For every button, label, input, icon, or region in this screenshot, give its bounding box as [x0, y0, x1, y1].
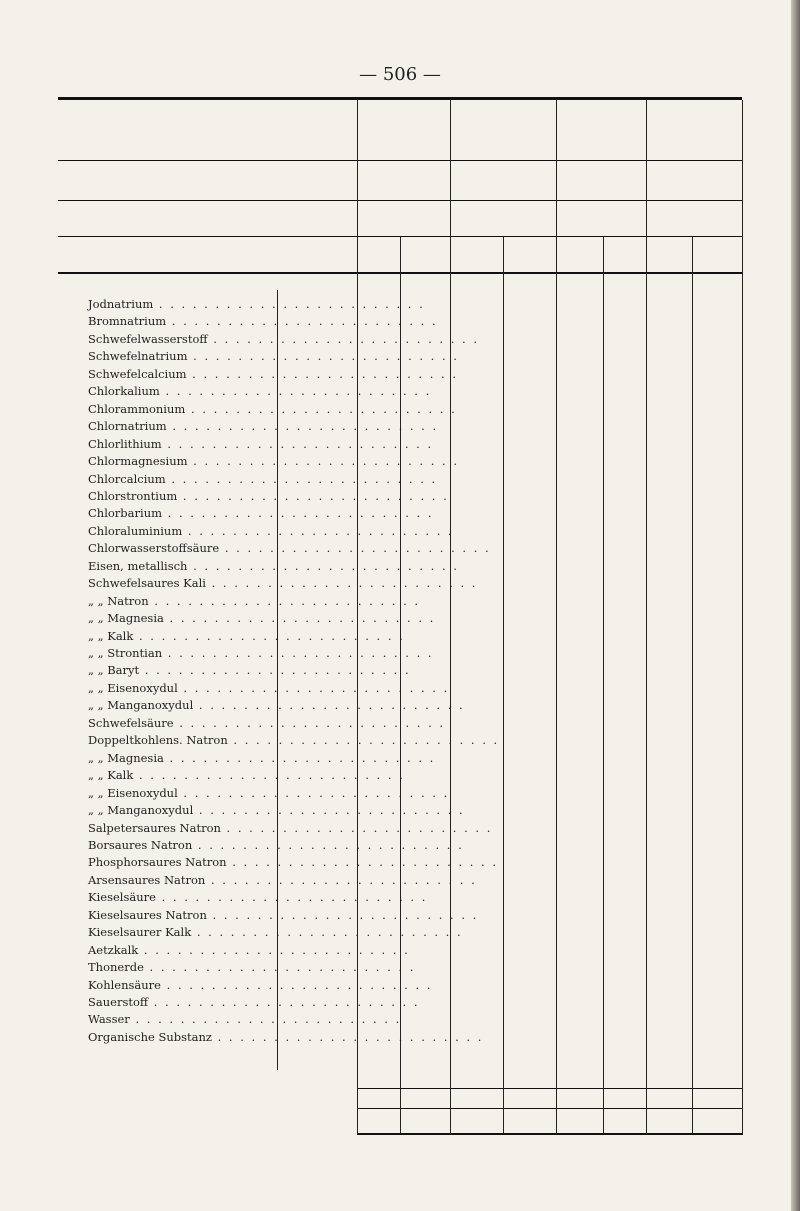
substance-name: Kieselsäure	[88, 890, 156, 905]
column-divider	[692, 237, 693, 1133]
substance-name: „ „ Baryt	[88, 663, 140, 678]
row-substance	[88, 803, 465, 818]
row-substance	[88, 663, 411, 678]
row-substance	[88, 907, 479, 922]
leader-dots: . . . . . . . . . . . . . . . . . . . . . . . .	[166, 419, 439, 434]
row-substance	[88, 925, 463, 940]
substance-name: Schwefelsäure	[88, 715, 174, 730]
row-substance	[88, 1012, 402, 1027]
substance-name: Aetzkalk	[88, 942, 139, 957]
leader-dots: . . . . . . . . . . . . . . . . . . . . . . . .	[138, 942, 410, 957]
row-substance	[88, 471, 438, 486]
substance-name: „ „ Manganoxydul	[88, 698, 194, 713]
column-divider	[556, 100, 557, 1135]
row-substance	[88, 628, 405, 643]
row-substance	[88, 366, 458, 381]
substance-name: Salpetersaures Natron	[88, 820, 221, 835]
leader-dots: . . . . . . . . . . . . . . . . . . . . . . . .	[226, 855, 499, 870]
substance-name: Chlorbarium	[88, 506, 163, 521]
rule-quelle	[58, 160, 742, 161]
leader-dots: . . . . . . . . . . . . . . . . . . . . . . . .	[133, 628, 405, 643]
substance-name: Doppeltkohlens. Natron	[88, 733, 228, 748]
leader-dots: . . . . . . . . . . . . . . . . . . . . . . . .	[193, 698, 465, 713]
leader-dots: . . . . . . . . . . . . . . . . . . . . . . . .	[187, 454, 459, 469]
rule-bottom	[357, 1133, 742, 1135]
substance-name: „ „ Kalk	[88, 768, 134, 783]
rule-sum-bottom	[357, 1108, 742, 1109]
row-substance	[88, 820, 493, 835]
substance-name: „ „ Natron	[88, 593, 149, 608]
row-substance	[88, 611, 436, 626]
row-substance	[88, 995, 420, 1009]
row-substance	[88, 855, 499, 870]
substance-name: „ „ Magnesia	[88, 750, 164, 765]
substance-name: „ „ Manganoxydul	[88, 803, 194, 818]
row-substance	[88, 593, 421, 608]
leader-dots: . . . . . . . . . . . . . . . . . . . . . . . .	[161, 436, 434, 451]
row-substance	[88, 960, 416, 975]
leader-dots: . . . . . . . . . . . . . . . . . . . . . . . .	[187, 349, 459, 364]
column-divider	[742, 100, 743, 1135]
leader-dots: . . . . . . . . . . . . . . . . . . . . . . . .	[143, 960, 416, 975]
substance-name: „ „ Strontian	[88, 646, 163, 660]
substance-name: Organische Substanz	[88, 1029, 212, 1044]
column-divider	[646, 100, 647, 1135]
row-substance	[88, 942, 410, 957]
substance-name: Chlorcalcium	[88, 471, 166, 486]
leader-dots: . . . . . . . . . . . . . . . . . . . . . . . .	[163, 611, 436, 626]
leader-dots: . . . . . . . . . . . . . . . . . . . . . . . .	[148, 995, 420, 1009]
substance-name: Chlorstrontium	[88, 488, 178, 503]
substance-name: Sauerstoff	[88, 995, 149, 1009]
row-substance	[88, 349, 459, 364]
substance-name: Chlormagnesium	[88, 454, 188, 469]
row-substance	[88, 314, 438, 329]
row-substance	[88, 785, 450, 800]
column-divider	[450, 100, 451, 1135]
substance-name: „ „ Eisenoxydul	[88, 680, 178, 695]
leader-dots: . . . . . . . . . . . . . . . . . . . . . . . .	[177, 488, 449, 503]
substance-name: Chlorammonium	[88, 401, 186, 416]
substance-name: Eisen, metallisch	[88, 558, 188, 573]
row-substance	[88, 576, 478, 591]
column-divider	[503, 237, 504, 1133]
row-substance	[88, 837, 464, 852]
leader-dots: . . . . . . . . . . . . . . . . . . . . . . . .	[162, 646, 434, 660]
substance-name: Kieselsaures Natron	[88, 907, 207, 922]
leader-dots: . . . . . . . . . . . . . . . . . . . . . . . .	[206, 907, 479, 922]
leader-dots: . . . . . . . . . . . . . . . . . . . . . . . .	[159, 384, 432, 399]
substance-name: Thonerde	[88, 960, 144, 975]
leader-dots: . . . . . . . . . . . . . . . . . . . . . . . .	[129, 1012, 402, 1027]
substance-name: Chlornatrium	[88, 419, 167, 434]
leader-dots: . . . . . . . . . . . . . . . . . . . . . . . .	[177, 785, 450, 800]
row-substance	[88, 646, 434, 660]
substance-name: Schwefelsaures Kali	[88, 576, 206, 591]
substance-name: Chlorwasserstoffsäure	[88, 541, 220, 556]
column-divider	[603, 237, 604, 1133]
substance-name: Wasser	[88, 1012, 130, 1027]
substance-name: „ „ Eisenoxydul	[88, 785, 178, 800]
substance-name: Kieselsaurer Kalk	[88, 925, 192, 940]
row-substance	[88, 872, 477, 887]
leader-dots: . . . . . . . . . . . . . . . . . . . . . . . .	[191, 925, 463, 940]
leader-dots: . . . . . . . . . . . . . . . . . . . . . . . .	[220, 820, 493, 835]
top-rule	[58, 97, 742, 100]
row-substance	[88, 890, 428, 905]
leader-dots: . . . . . . . . . . . . . . . . . . . . . . . .	[187, 558, 459, 573]
row-substance	[88, 750, 436, 765]
row-substance	[88, 297, 425, 311]
row-substance	[88, 454, 459, 469]
leader-dots: . . . . . . . . . . . . . . . . . . . . . . . .	[227, 733, 500, 748]
leader-dots: . . . . . . . . . . . . . . . . . . . . . . . .	[211, 1029, 484, 1044]
leader-dots: . . . . . . . . . . . . . . . . . . . . . . . .	[186, 366, 458, 381]
row-substance	[88, 733, 500, 748]
rule-analytiker	[58, 200, 742, 201]
leader-dots: . . . . . . . . . . . . . . . . . . . . . . . .	[182, 523, 454, 538]
leader-dots: . . . . . . . . . . . . . . . . . . . . . . . .	[153, 297, 425, 311]
leader-dots: . . . . . . . . . . . . . . . . . . . . . . . .	[205, 872, 477, 887]
leader-dots: . . . . . . . . . . . . . . . . . . . . . . . .	[185, 401, 457, 416]
leader-dots: . . . . . . . . . . . . . . . . . . . . . . . .	[163, 750, 436, 765]
row-substance	[88, 1029, 484, 1044]
leader-dots: . . . . . . . . . . . . . . . . . . . . . . . .	[165, 471, 438, 486]
leader-dots: . . . . . . . . . . . . . . . . . . . . . . . .	[133, 768, 405, 783]
row-substance	[88, 331, 480, 346]
page-edge	[791, 0, 800, 1211]
substance-name: Arsensaures Natron	[88, 872, 206, 887]
leader-dots: . . . . . . . . . . . . . . . . . . . . . . . .	[205, 576, 478, 591]
leader-dots: . . . . . . . . . . . . . . . . . . . . . . . .	[173, 715, 446, 730]
row-substance	[88, 384, 432, 399]
substance-name: Jodnatrium	[88, 297, 154, 311]
row-substance	[88, 523, 454, 538]
substance-name: „ „ Kalk	[88, 628, 134, 643]
row-substance	[88, 488, 449, 503]
substance-name: „ „ Magnesia	[88, 611, 164, 626]
substance-name: Borsaures Natron	[88, 837, 193, 852]
leader-dots: . . . . . . . . . . . . . . . . . . . . . . . .	[155, 890, 428, 905]
substance-name: Phosphorsaures Natron	[88, 855, 227, 870]
leader-dots: . . . . . . . . . . . . . . . . . . . . . . . .	[177, 680, 450, 695]
leader-dots: . . . . . . . . . . . . . . . . . . . . . . . .	[207, 331, 480, 346]
row-substance	[88, 506, 434, 521]
row-substance	[88, 680, 450, 695]
page-number: — 506 —	[359, 64, 441, 85]
leader-dots: . . . . . . . . . . . . . . . . . . . . . . . .	[192, 837, 464, 852]
substance-name: Schwefelwasserstoff	[88, 331, 208, 346]
row-substance	[88, 436, 434, 451]
row-substance	[88, 401, 457, 416]
leader-dots: . . . . . . . . . . . . . . . . . . . . . . . .	[139, 663, 411, 678]
row-substance	[88, 541, 491, 556]
row-substance	[88, 715, 446, 730]
leader-dots: . . . . . . . . . . . . . . . . . . . . . . . .	[193, 803, 465, 818]
leader-dots: . . . . . . . . . . . . . . . . . . . . . . . .	[148, 593, 421, 608]
row-substance	[88, 558, 459, 573]
leader-dots: . . . . . . . . . . . . . . . . . . . . . . . .	[162, 506, 434, 521]
substance-name: Chlorkalium	[88, 384, 160, 399]
leader-dots: . . . . . . . . . . . . . . . . . . . . . . . .	[166, 314, 438, 329]
substance-name: Schwefelnatrium	[88, 349, 188, 364]
substance-name: Schwefelcalcium	[88, 366, 187, 381]
leader-dots: . . . . . . . . . . . . . . . . . . . . . . . .	[219, 541, 491, 556]
row-substance	[88, 977, 433, 992]
row-substance	[88, 419, 439, 434]
row-substance	[88, 698, 465, 713]
row-substance	[88, 768, 405, 783]
leader-dots: . . . . . . . . . . . . . . . . . . . . . . . .	[160, 977, 433, 992]
substance-name: Bromnatrium	[88, 314, 167, 329]
rule-sum-top	[357, 1088, 742, 1089]
substance-name: Chloraluminium	[88, 523, 183, 538]
substance-name: Chlorlithium	[88, 436, 162, 451]
substance-name: Kohlensäure	[88, 977, 161, 992]
